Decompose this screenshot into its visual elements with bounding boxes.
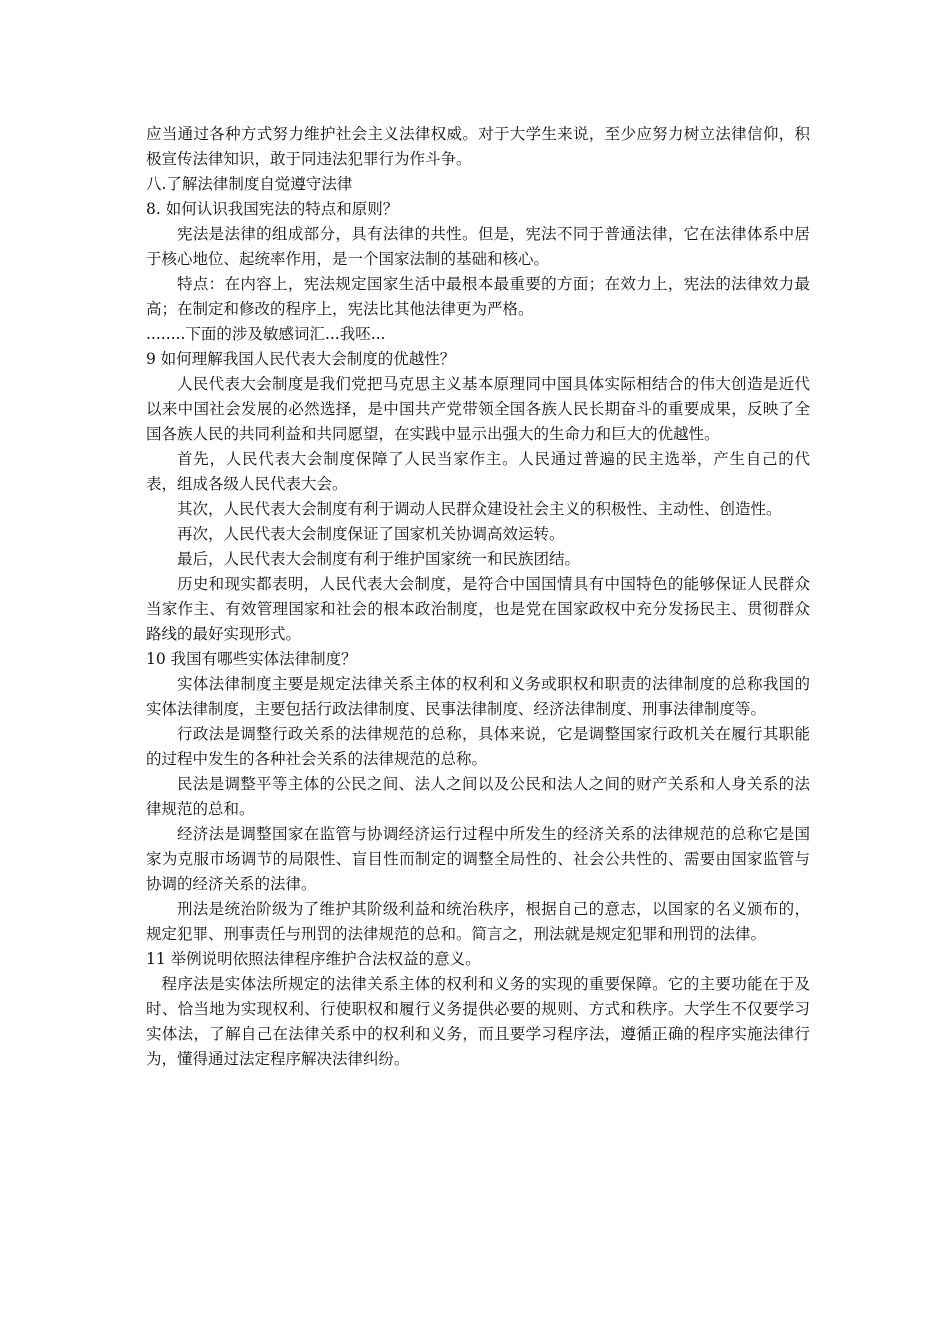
- paragraph: 首先，人民代表大会制度保障了人民当家作主。人民通过普遍的民主选举，产生自己的代表，组成各级人民代表大会。: [146, 450, 810, 493]
- paragraph: 人民代表大会制度是我们党把马克思主义基本原理同中国具体实际相结合的伟大创造是近代以来中国社会发展的必然选择，是中国共产党带领全国各族人民长期奋斗的重要成果，反映了全国各族人民的共同利益和共同愿望，在实践中显示出强大的生命力和巨大的优越性。: [146, 375, 810, 443]
- section-heading-8: 八.了解法律制度自觉遵守法律: [146, 175, 353, 193]
- paragraph: 再次，人民代表大会制度保证了国家机关协调高效运转。: [177, 525, 565, 543]
- paragraph: 经济法是调整国家在监管与协调经济运行过程中所发生的经济关系的法律规范的总称它是国家为克服市场调节的局限性、盲目性而制定的调整全局性的、社会公共性的、需要由国家监管与协调的经济关系的法律。: [146, 825, 810, 893]
- paragraph: 程序法是实体法所规定的法律关系主体的权利和义务的实现的重要保障。它的主要功能在于及时、恰当地为实现权利、行使职权和履行义务提供必要的规则、方式和秩序。大学生不仅要学习实体法，了解自己在法律关系中的权利和义务，而且要学习程序法，遵循正确的程序实施法律行为，懂得通过法定程序解决法律纠纷。: [146, 975, 810, 1068]
- paragraph: 最后，人民代表大会制度有利于维护国家统一和民族团结。: [177, 550, 581, 568]
- document-page: [146, 122, 810, 1072]
- note-line: ........下面的涉及敏感词汇...我呸...: [146, 325, 386, 343]
- question-heading-11: 11 举例说明依照法律程序维护合法权益的意义。: [146, 950, 481, 968]
- paragraph: 民法是调整平等主体的公民之间、法人之间以及公民和法人之间的财产关系和人身关系的法律规范的总和。: [146, 775, 810, 818]
- paragraph: 行政法是调整行政关系的法律规范的总称，具体来说，它是调整国家行政机关在履行其职能的过程中发生的各种社会关系的法律规范的总称。: [146, 725, 810, 768]
- paragraph-intro: 应当通过各种方式努力维护社会主义法律权威。对于大学生来说，至少应努力树立法律信仰，积极宣传法律知识，敢于同违法犯罪行为作斗争。: [146, 125, 810, 168]
- paragraph: 历史和现实都表明，人民代表大会制度，是符合中国国情具有中国特色的能够保证人民群众当家作主、有效管理国家和社会的根本政治制度，也是党在国家政权中充分发扬民主、贯彻群众路线的最好实现形式。: [146, 575, 810, 643]
- paragraph: 特点：在内容上，宪法规定国家生活中最根本最重要的方面；在效力上，宪法的法律效力最高；在制定和修改的程序上，宪法比其他法律更为严格。: [146, 275, 810, 318]
- question-heading-10: 10 我国有哪些实体法律制度？: [146, 650, 357, 668]
- question-heading-8: 8. 如何认识我国宪法的特点和原则？: [146, 200, 399, 218]
- paragraph: 实体法律制度主要是规定法律关系主体的权利和义务或职权和职责的法律制度的总称我国的实体法律制度，主要包括行政法律制度、民事法律制度、经济法律制度、刑事法律制度等。: [146, 675, 810, 718]
- paragraph: 刑法是统治阶级为了维护其阶级利益和统治秩序，根据自己的意志，以国家的名义颁布的，规定犯罪、刑事责任与刑罚的法律规范的总和。简言之，刑法就是规定犯罪和刑罚的法律。: [146, 900, 810, 943]
- paragraph: 宪法是法律的组成部分，具有法律的共性。但是，宪法不同于普通法律，它在法律体系中居于核心地位、起统率作用，是一个国家法制的基础和核心。: [146, 225, 810, 268]
- question-heading-9: 9 如何理解我国人民代表大会制度的优越性？: [146, 350, 456, 368]
- paragraph: 其次，人民代表大会制度有利于调动人民群众建设社会主义的积极性、主动性、创造性。: [177, 500, 782, 518]
